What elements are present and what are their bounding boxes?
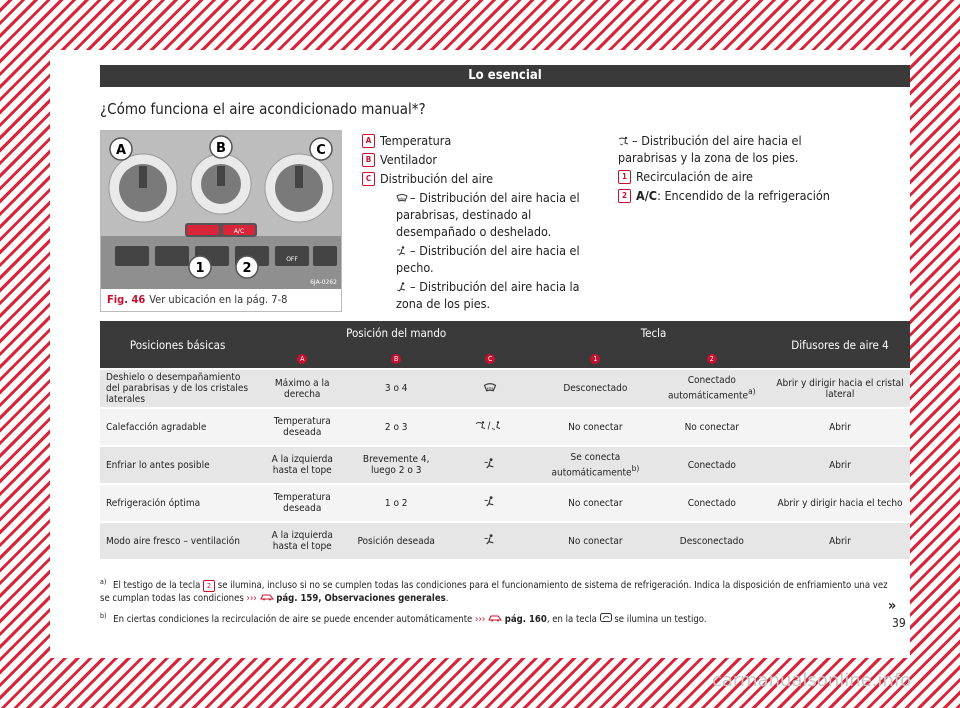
footnote-a: $^{a)}$ El testigo de la tecla 2 se ilumina, incluso si no se cumplen todas las condiciones para el funcionamiento de sistema de refrigeración. Indica la disposición de enfriamiento una vez se cumplan todas las condiciones ››› pág. 159, Observaciones generales.	[100, 578, 888, 605]
legend-text: – Distribución del aire hacia la zona de los pies.	[396, 279, 580, 311]
header-key: Tecla	[537, 321, 770, 345]
table-row	[100, 446, 910, 484]
sub-badge: C	[485, 354, 495, 364]
table-row	[100, 369, 910, 408]
footnote-ref: a)	[748, 386, 756, 397]
chest-airflow-icon	[483, 496, 497, 507]
legend-bold: A/C	[636, 188, 658, 203]
cell-position: Deshielo o desempañamiento del parabrisas y de los cristales laterales	[100, 369, 255, 408]
footnote-text: El testigo de la tecla	[113, 580, 201, 592]
cell-vents: Abrir	[770, 408, 910, 446]
footnote-link[interactable]: pág. 159, Observaciones generales	[276, 593, 446, 605]
cell-a: Máximo a la derecha	[255, 369, 349, 408]
recirculation-icon	[600, 613, 612, 622]
chapter-header: Lo esencial	[100, 65, 910, 87]
cell-a: A la izquierda hasta el tope	[255, 522, 349, 559]
cell-vents: Abrir y dirigir hacia el cristal lateral	[770, 369, 910, 408]
legend-item-a	[362, 132, 602, 149]
subheader-a	[255, 345, 349, 369]
cell-key-2	[654, 369, 770, 408]
figure-number: Fig. 46	[107, 293, 146, 306]
cell-key-2: Conectado	[654, 484, 770, 522]
legend-text: – Distribución del aire hacia el parabrisas y la zona de los pies.	[618, 133, 802, 165]
cell-a: A la izquierda hasta el tope	[255, 446, 349, 484]
legend-text: – Distribución del aire hacia el pecho.	[396, 243, 580, 275]
windshield-icon	[483, 382, 497, 393]
cell-vents: Abrir y dirigir hacia el techo	[770, 484, 910, 522]
cell-b: Posición deseada	[349, 522, 443, 559]
link-arrow-icon: ›››	[246, 593, 257, 605]
legend-item-b	[362, 151, 602, 168]
windshield-feet-or-feet-icon	[475, 420, 505, 431]
car-book-icon	[260, 592, 274, 601]
cell-key-2: Conectado	[654, 446, 770, 484]
footnote-b	[100, 610, 900, 626]
footnote-mark: b)	[100, 612, 107, 621]
legend-column-middle	[362, 132, 602, 314]
footnote-ref: b)	[631, 462, 640, 473]
badge-2: 2	[618, 189, 631, 203]
footnote-text: se ilumina, incluso si no se cumplen todas las condiciones para el funcionamiento de sistema de refrigeración. Indica la disposición de enfriamiento una vez se cumplan todas las condiciones	[100, 580, 888, 605]
figure-caption-text: Ver ubicación en la pág. 7-8	[149, 293, 288, 306]
cell-c	[443, 522, 537, 559]
legend-text: Distribución del aire	[380, 171, 493, 186]
cell-key-1: No conectar	[537, 484, 653, 522]
cell-c	[443, 484, 537, 522]
next-page-arrow: »	[888, 598, 897, 614]
callout-2: 2	[242, 261, 252, 276]
badge-c: C	[362, 172, 375, 186]
cell-key-1: No conectar	[537, 522, 653, 559]
sub-badge: 1	[590, 354, 600, 364]
windshield-fan-icon	[396, 193, 408, 203]
cell-key-2: Desconectado	[654, 522, 770, 559]
sub-badge: B	[391, 354, 401, 364]
legend-text: Temperatura	[380, 133, 452, 148]
cell-a: Temperatura deseada	[255, 484, 349, 522]
basic-positions-table	[100, 321, 910, 559]
cell-key-1-text: Se conecta automáticamente	[551, 451, 632, 479]
legend-text: Recirculación de aire	[636, 169, 753, 184]
footnote-link[interactable]: pág. 160	[504, 614, 547, 626]
cell-key-1	[537, 446, 653, 484]
header-control: Posición del mando	[255, 321, 537, 345]
figure-code: 6JA-0262	[310, 279, 337, 286]
figure-46	[100, 130, 342, 312]
feet-airflow-icon	[396, 282, 408, 292]
footnote-text: , en la tecla	[546, 614, 597, 626]
cell-c	[443, 446, 537, 484]
cell-c	[443, 408, 537, 446]
badge-a: A	[362, 134, 375, 148]
cell-vents: Abrir	[770, 522, 910, 559]
footnotes	[100, 576, 900, 631]
car-book-icon	[488, 613, 502, 622]
table-row	[100, 408, 910, 446]
callout-b: B	[216, 141, 226, 156]
badge-b: B	[362, 153, 375, 167]
header-positions: Posiciones básicas	[100, 321, 255, 369]
legend-text: : Encendido de la refrigeración	[657, 188, 830, 203]
sub-badge: A	[297, 354, 307, 364]
legend-text: Ventilador	[380, 152, 437, 167]
cell-c	[443, 369, 537, 408]
table-row	[100, 522, 910, 559]
badge-1: 1	[618, 170, 631, 184]
cell-key-2-text: Conectado automáticamente	[668, 375, 749, 402]
cell-position: Calefacción agradable	[100, 408, 255, 446]
legend-sub-feet	[362, 278, 602, 312]
chest-airflow-icon	[483, 458, 497, 469]
link-arrow-icon: ›››	[475, 614, 486, 626]
legend-text: – Distribución del aire hacia el parabrisas, destinado al desempañado o deshelado.	[396, 190, 580, 239]
subheader-c	[443, 345, 537, 369]
climate-panel-illustration	[101, 131, 341, 289]
legend-sub-chest	[362, 242, 602, 276]
legend-column-right	[618, 132, 863, 206]
legend-item-2	[618, 187, 863, 204]
windshield-feet-airflow-icon	[618, 136, 630, 146]
footnote-mark: a)	[100, 578, 107, 586]
legend-item-1	[618, 168, 863, 185]
subheader-b	[349, 345, 443, 369]
cell-b: 2 o 3	[349, 408, 443, 446]
cell-key-1: No conectar	[537, 408, 653, 446]
callout-c: C	[316, 143, 326, 158]
cell-key-1: Desconectado	[537, 369, 653, 408]
section-title: ¿Cómo funciona el aire acondicionado manual*?	[100, 100, 426, 118]
callout-a: A	[115, 143, 127, 158]
cell-a: Temperatura deseada	[255, 408, 349, 446]
footnote-badge: 2	[203, 580, 215, 592]
chest-airflow-icon	[483, 534, 497, 545]
legend-sub-windshield	[362, 189, 602, 240]
footnote-text: se ilumina un testigo.	[614, 614, 707, 626]
cell-position: Enfriar lo antes posible	[100, 446, 255, 484]
cell-b: Brevemente 4, luego 2 o 3	[349, 446, 443, 484]
ac-label: A/C	[233, 228, 245, 235]
subheader-2	[654, 345, 770, 369]
figure-caption	[107, 293, 287, 306]
cell-position: Refrigeración óptima	[100, 484, 255, 522]
page	[50, 50, 910, 658]
cell-b: 1 o 2	[349, 484, 443, 522]
legend-item-c	[362, 170, 602, 187]
cell-position: Modo aire fresco – ventilación	[100, 522, 255, 559]
header-vents: Difusores de aire 4	[770, 321, 910, 369]
chest-airflow-icon	[396, 246, 408, 256]
table-row	[100, 484, 910, 522]
subheader-1	[537, 345, 653, 369]
legend-sub-windshield-feet	[618, 132, 863, 166]
cell-vents: Abrir	[770, 446, 910, 484]
watermark: carmanualsonline.info	[712, 670, 912, 691]
off-label: OFF	[286, 256, 298, 263]
page-number: 39	[892, 616, 906, 630]
cell-b: 3 o 4	[349, 369, 443, 408]
footnote-text: En ciertas condiciones la recirculación de aire se puede encender automáticamente	[113, 614, 473, 626]
callout-1: 1	[195, 261, 205, 276]
sub-badge: 2	[707, 354, 717, 364]
cell-key-2: No conectar	[654, 408, 770, 446]
